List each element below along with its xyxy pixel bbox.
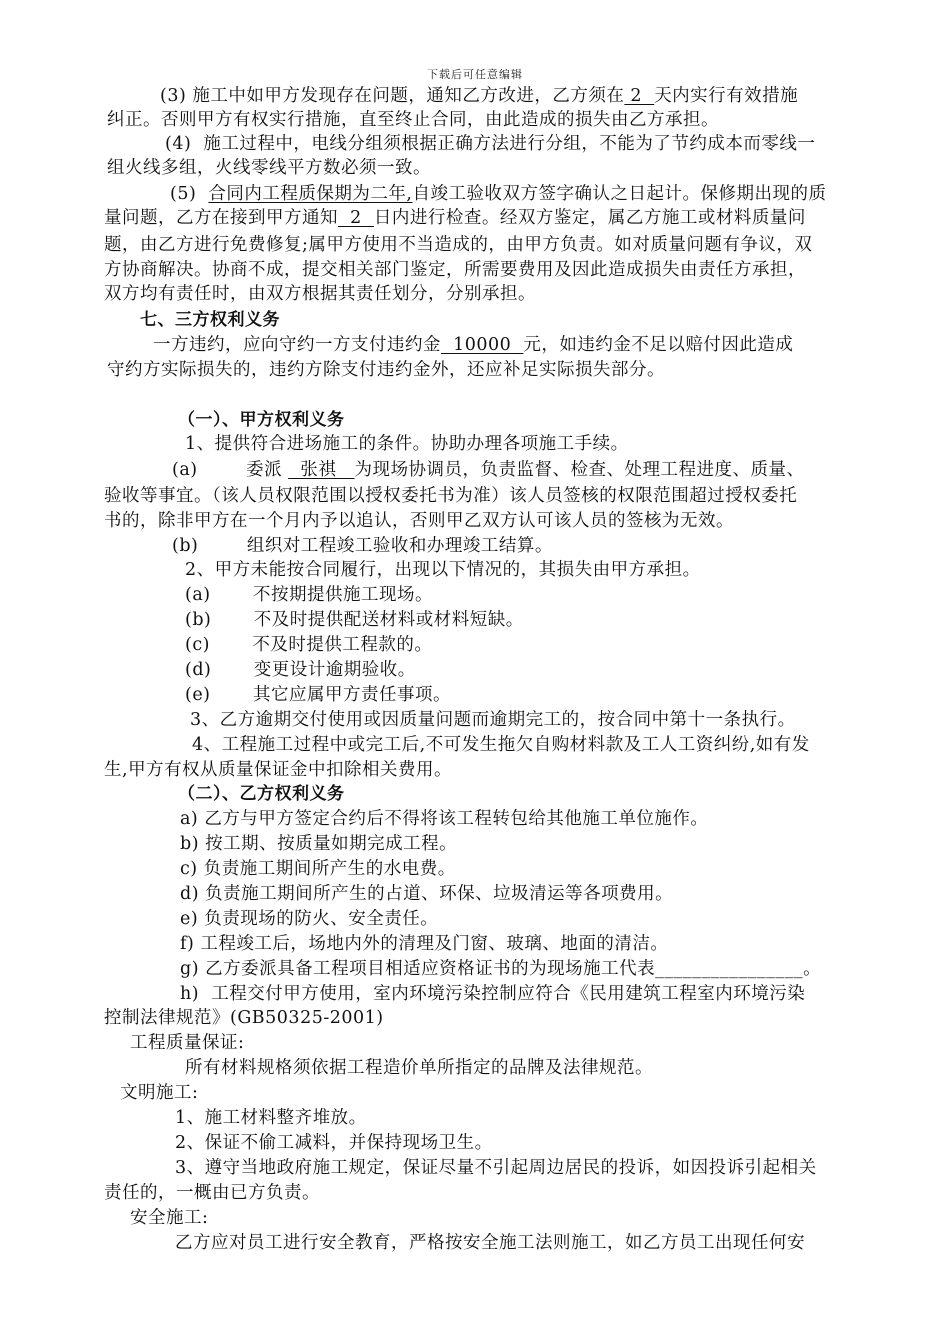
party-a-item-3: 3、乙方逾期交付使用或因质量问题而逾期完工的，按合同中第十一条执行。: [190, 710, 796, 730]
page-header: 下载后可任意编辑: [427, 68, 523, 81]
penalty-amount: 10000: [441, 335, 524, 355]
civil-item-1: 1、施工材料整齐堆放。: [175, 1108, 367, 1128]
party-b-title: （二）、乙方权利义务: [178, 784, 345, 804]
party-a-item-b: (b) 组织对工程竣工验收和办理竣工结算。: [172, 536, 553, 556]
clause-4-line-1: (4) 施工过程中，电线分组须根据正确方法进行分组，不能为了节约成本而零线一: [165, 134, 816, 154]
party-b-item: a) 乙方与甲方签定合约后不得将该工程转包给其他施工单位施作。: [180, 809, 709, 829]
party-a-item-2: 2、甲方未能按合同履行，出现以下情况的，其损失由甲方承担。: [185, 560, 701, 580]
safety-text: 乙方应对员工进行安全教育，严格按安全施工法则施工，如乙方员工出现任何安: [175, 1233, 805, 1253]
party-a-item-a-line-3: 书的，除非甲方在一个月内予以追认，否则甲乙双方认可该人员的签核为无效。: [104, 511, 734, 531]
civil-item-3-line-1: 3、遵守当地政府施工规定，保证尽量不引起周边居民的投诉，如因投诉引起相关: [175, 1158, 817, 1178]
section-7-title: 七、三方权利义务: [140, 310, 280, 330]
party-b-item: d) 负责施工期间所产生的占道、环保、垃圾清运等各项费用。: [180, 884, 674, 904]
item-a-text: (a) 委派: [172, 460, 289, 480]
party-a-title: （一）、甲方权利义务: [178, 410, 345, 430]
clause-3-text: (3) 施工中如甲方发现存在问题，通知乙方改进，乙方须在: [160, 86, 625, 106]
civil-title: 文明施工:: [120, 1083, 199, 1103]
clause-5-text: 自竣工验收双方签字确认之日起计。保修期出现的质: [412, 184, 827, 204]
safety-title: 安全施工:: [130, 1208, 209, 1228]
party-a-item-a-line-2: 验收等事宜。（该人员权限范围以授权委托书为准）该人员签核的权限范围超过授权委托: [104, 486, 798, 506]
section-7-line-1: [153, 333, 793, 357]
party-b-item: b) 按工期、按质量如期完成工程。: [180, 834, 458, 854]
party-a-list-item: (b) 不及时提供配送材料或材料短缺。: [185, 610, 524, 630]
clause-5-line-3: 题，由乙方进行免费修复;属甲方使用不当造成的，由甲方负责。如对质量问题有争议，双: [104, 235, 813, 255]
item-g-text: g) 乙方委派具备工程项目相适应资格证书的为现场施工代表: [180, 959, 656, 979]
party-b-item-g: [180, 957, 821, 981]
clause-3-days: 2: [624, 86, 655, 106]
clause-5-text-b: 日内进行检查。经双方鉴定，属乙方施工或材料质量问: [373, 208, 806, 228]
party-a-item-4-line-2: 生,甲方有权从质量保证金中扣除相关费用。: [104, 760, 453, 780]
section-7-line-2: 守约方实际损失的，违约方除支付违约金外，还应补足实际损失部分。: [107, 360, 665, 380]
civil-item-3-line-2: 责任的，一概由已方负责。: [104, 1183, 320, 1203]
quality-title: 工程质量保证:: [130, 1033, 245, 1053]
clause-5-text-a: 量问题，乙方在接到甲方通知: [104, 208, 338, 228]
party-b-item: f) 工程竣工后，场地内外的清理及门窗、玻璃、地面的清洁。: [180, 934, 669, 954]
penalty-text-end: 元，如违约金不足以赔付因此造成: [523, 335, 794, 355]
party-b-item: e) 负责现场的防火、安全责任。: [180, 909, 439, 929]
party-b-item-h-line-1: h) 工程交付甲方使用，室内环境污染控制应符合《民用建筑工程室内环境污染: [180, 984, 806, 1004]
party-b-item-h-line-2: 控制法律规范》(GB50325-2001): [104, 1008, 384, 1028]
clause-3-line-1: [160, 84, 798, 108]
civil-item-2: 2、保证不偷工减料，并保持现场卫生。: [175, 1133, 493, 1153]
party-a-item-a-line-1: [172, 458, 804, 482]
coordinator-name: 张祺: [288, 460, 355, 480]
party-a-list-item: (a) 不按期提供施工现场。: [185, 585, 434, 605]
clause-3-text-end: 天内实行有效措施: [654, 86, 799, 106]
clause-4-line-2: 组火线多组，火线零线平方数必须一致。: [107, 158, 431, 178]
clause-5-line-4: 方协商解决。协商不成，提交相关部门鉴定，所需要费用及因此造成损失由责任方承担，: [104, 260, 806, 280]
party-a-list-item: (e) 其它应属甲方责任事项。: [185, 685, 451, 705]
penalty-text: 一方违约，应向守约一方支付违约金: [153, 335, 441, 355]
party-a-item-1: 1、提供符合进场施工的条件。协助办理各项施工手续。: [185, 434, 629, 454]
clause-3-line-2: 纠正。否则甲方有权实行措施，直至终止合同，由此造成的损失由乙方承担。: [107, 110, 719, 130]
item-g-end: 。: [803, 959, 822, 979]
quality-text: 所有材料规格须依据工程造价单所指定的品牌及法律规范。: [185, 1058, 653, 1078]
clause-5-line-2: [104, 206, 806, 230]
clause-5-number: (5): [170, 184, 209, 204]
warranty-period: 合同内工程质保期为二年,: [208, 184, 413, 204]
party-a-item-4-line-1: 4、工程施工过程中或完工后,不可发生拖欠自购材料款及工人工资纠纷,如有发: [192, 735, 810, 755]
clause-5-line-1: [170, 182, 826, 206]
party-b-item: c) 负责施工期间所产生的水电费。: [180, 859, 456, 879]
inspection-days: 2: [338, 208, 374, 228]
party-a-list-item: (d) 变更设计逾期验收。: [185, 660, 416, 680]
clause-5-line-5: 双方均有责任时，由双方根据其责任划分，分别承担。: [104, 284, 536, 304]
representative-blank: ________________: [655, 959, 804, 979]
item-a-text-end: 为现场协调员，负责监督、检查、处理工程进度、质量、: [354, 460, 805, 480]
party-a-list-item: (c) 不及时提供工程款的。: [185, 635, 433, 655]
